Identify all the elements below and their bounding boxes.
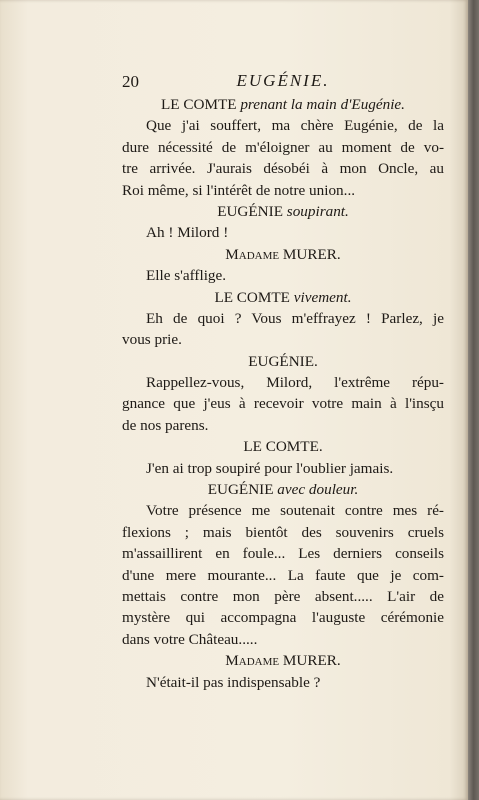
speaker-name: LE COMTE — [161, 96, 237, 113]
dialogue-line: Ah ! Milord ! — [146, 224, 229, 242]
page-number: 20 — [122, 72, 139, 91]
speaker-heading — [122, 244, 444, 265]
dialogue-line: J'en ai trop soupiré pour l'oublier jamais. — [146, 459, 394, 477]
running-title: EUGÉNIE. — [236, 71, 330, 90]
speaker-heading — [122, 287, 444, 308]
dialogue-line: Rappellez-vous, Milord, l'extrême répu- — [146, 374, 444, 392]
dialogue-line: gnance que j'eus à recevoir votre main à l'insçu — [122, 395, 444, 413]
dialogue-line: m'assaillirent en foule... Les derniers conseils — [122, 545, 444, 563]
speaker-name: Madame MURER. — [225, 652, 341, 670]
speaker-heading — [122, 351, 444, 372]
dialogue-line: vous prie. — [122, 331, 182, 349]
body-lines — [122, 94, 444, 693]
speaker-heading — [122, 479, 444, 500]
stage-direction: vivement. — [293, 288, 352, 306]
dialogue-line: de nos parens. — [122, 416, 209, 434]
book-gutter — [468, 0, 479, 800]
dialogue-line: mettais contre mon père absent..... L'air de — [122, 587, 444, 605]
speaker-heading — [122, 650, 444, 671]
speaker-name: Madame MURER. — [225, 245, 341, 263]
dialogue-line: flexions ; mais bientôt des souvenirs cruels — [122, 523, 444, 541]
dialogue-line: Elle s'afflige. — [146, 267, 227, 285]
dialogue-line: N'était-il pas indispensable ? — [146, 673, 321, 691]
dialogue-line: Votre présence me soutenait contre mes ré- — [146, 502, 444, 520]
page-header — [122, 70, 444, 94]
speaker-name: LE COMTE. — [243, 438, 323, 456]
speaker-heading — [122, 94, 444, 115]
dialogue-line: Que j'ai souffert, ma chère Eugénie, de la — [146, 117, 444, 135]
speaker-name: LE COMTE — [214, 288, 290, 306]
speaker-heading — [122, 436, 444, 457]
speaker-name: EUGÉNIE. — [248, 352, 318, 370]
speaker-heading — [122, 201, 444, 222]
stage-direction: avec douleur. — [277, 481, 359, 499]
dialogue-line: Roi même, si l'intérêt de notre union... — [122, 181, 356, 199]
stage-direction: soupirant. — [286, 202, 349, 220]
speaker-name: EUGÉNIE — [217, 202, 283, 220]
dialogue-line: dure nécessité de m'éloigner au moment de vo- — [122, 138, 444, 156]
dialogue-line: Eh de quoi ? Vous m'effrayez ! Parlez, je — [146, 309, 444, 327]
speaker-name: EUGÉNIE — [207, 481, 274, 499]
page-text — [122, 70, 444, 693]
dialogue-line: dans votre Château..... — [122, 630, 258, 648]
dialogue-line: mystère qui accompagna l'auguste cérémonie — [122, 609, 444, 627]
dialogue-line: tre arrivée. J'aurais désobéi à mon Oncle, au — [122, 160, 444, 178]
stage-direction: prenant la main d'Eugénie. — [240, 96, 405, 113]
dialogue-line: d'une mere mourante... La faute que je com- — [122, 566, 444, 584]
